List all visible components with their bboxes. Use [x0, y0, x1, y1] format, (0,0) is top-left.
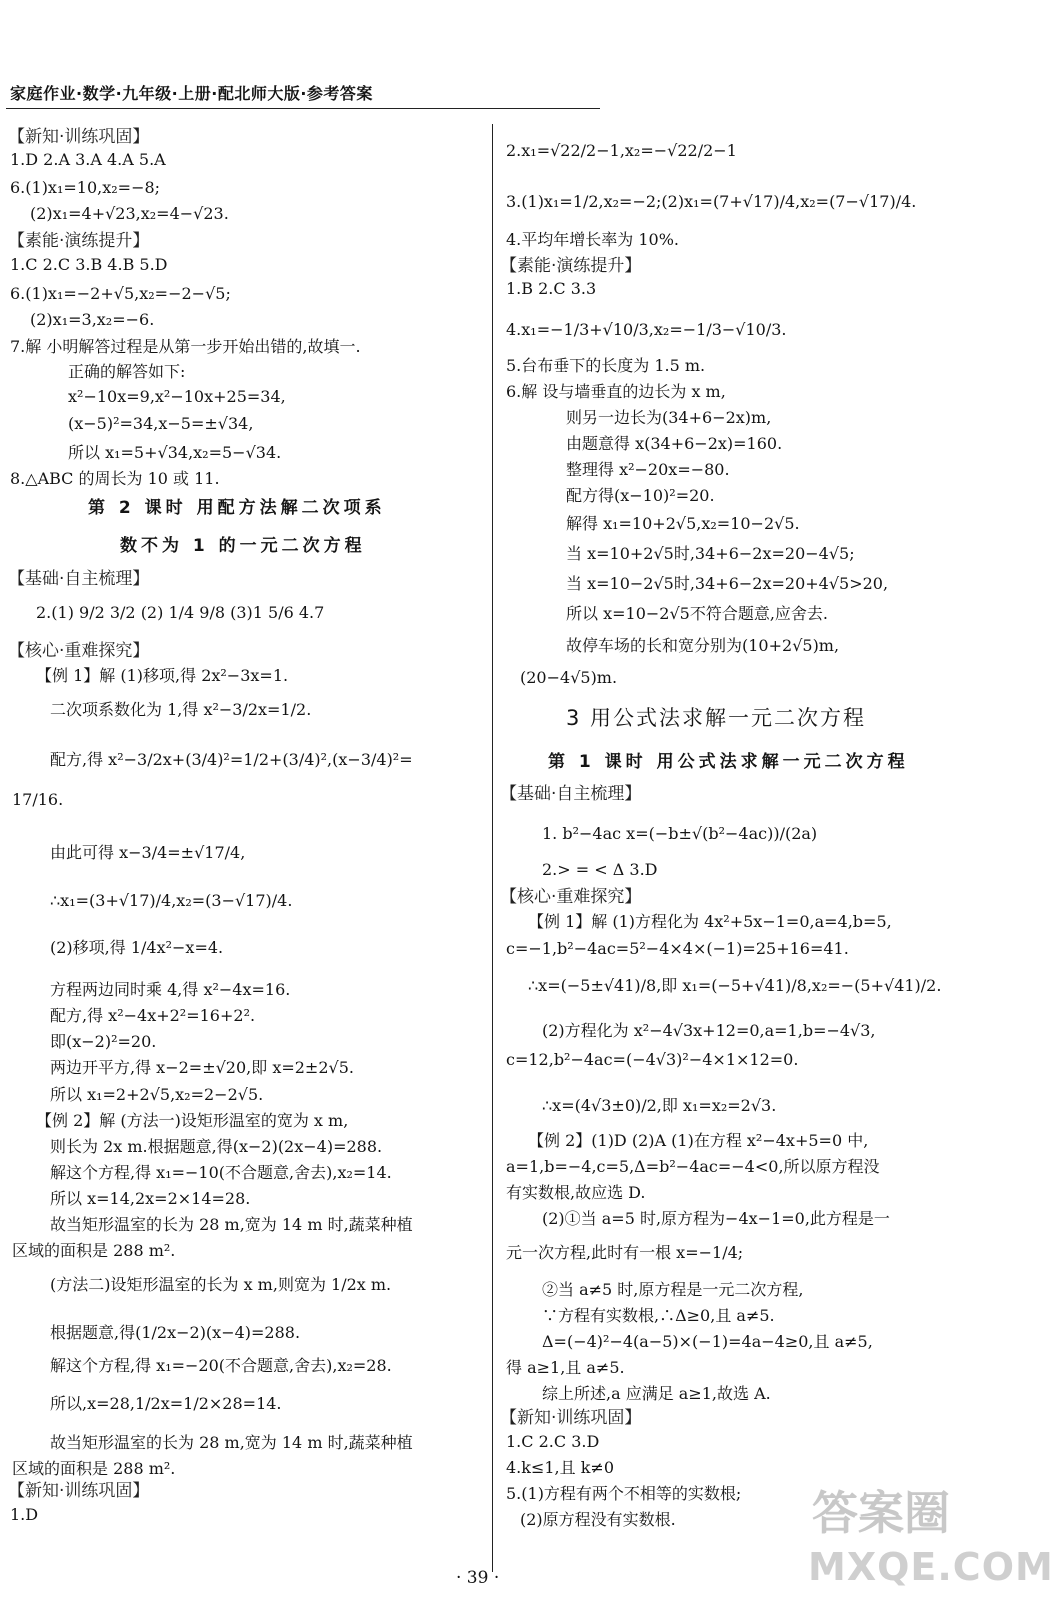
answer-line: 方程两边同时乘 4,得 x²−4x=16. — [50, 980, 291, 999]
answer-line: 故当矩形温室的长为 28 m,宽为 14 m 时,蔬菜种植 — [50, 1433, 413, 1452]
answer-line: 2.> = < Δ 3.D — [542, 860, 658, 879]
answer-line: 5.台布垂下的长度为 1.5 m. — [506, 356, 706, 375]
answer-line: 【例 1】解 (1)方程化为 4x²+5x−1=0,a=4,b=5, — [528, 912, 892, 931]
answer-line: a=1,b=−4,c=5,Δ=b²−4ac=−4<0,所以原方程没 — [506, 1157, 880, 1176]
answer-line: 6.(1)x₁=10,x₂=−8; — [10, 178, 161, 197]
watermark-url: MXQE.COM — [808, 1545, 1054, 1589]
section-heading: 【素能·演练提升】 — [8, 231, 150, 251]
answer-line: 区域的面积是 288 m². — [12, 1241, 176, 1260]
answer-line: 6.解 设与墙垂直的边长为 x m, — [506, 382, 726, 401]
answer-line: 1.D 2.A 3.A 4.A 5.A — [10, 150, 166, 169]
answer-line: (2)x₁=4+√23,x₂=4−√23. — [30, 204, 229, 223]
answer-line: 6.(1)x₁=−2+√5,x₂=−2−√5; — [10, 284, 231, 303]
answer-line: 当 x=10+2√5时,34+6−2x=20−4√5; — [566, 544, 855, 563]
section-heading: 【核心·重难探究】 — [8, 641, 150, 661]
answer-line: Δ=(−4)²−4(a−5)×(−1)=4a−4≥0,且 a≠5, — [542, 1332, 873, 1351]
answer-line: 由题意得 x(34+6−2x)=160. — [566, 434, 783, 453]
section-heading: 【基础·自主梳理】 — [500, 784, 642, 804]
answer-line: 1.C 2.C 3.B 4.B 5.D — [10, 255, 168, 274]
answer-line: 8.△ABC 的周长为 10 或 11. — [10, 469, 220, 488]
answer-line: ∵方程有实数根,∴Δ≥0,且 a≠5. — [542, 1306, 775, 1325]
answer-line: (20−4√5)m. — [520, 668, 618, 687]
answer-line: (2)移项,得 1/4x²−x=4. — [50, 938, 224, 957]
section-heading: 【新知·训练巩固】 — [500, 1408, 642, 1428]
answer-line: c=12,b²−4ac=(−4√3)²−4×1×12=0. — [506, 1050, 799, 1069]
answer-line: 所以,x=28,1/2x=1/2×28=14. — [50, 1394, 282, 1413]
page-number: · 39 · — [456, 1568, 500, 1588]
answer-line: 3.(1)x₁=1/2,x₂=−2;(2)x₁=(7+√17)/4,x₂=(7−√17)/4. — [506, 192, 917, 211]
answer-line: 配方,得 x²−4x+2²=16+2². — [50, 1006, 256, 1025]
answer-line: 有实数根,故应选 D. — [506, 1183, 646, 1202]
answer-line: 【例 2】解 (方法一)设矩形温室的宽为 x m, — [36, 1111, 349, 1130]
answer-line: c=−1,b²−4ac=5²−4×4×(−1)=25+16=41. — [506, 939, 849, 958]
answer-line: ∴x₁=(3+√17)/4,x₂=(3−√17)/4. — [50, 891, 293, 910]
column-divider — [492, 124, 493, 1572]
answer-line: (x−5)²=34,x−5=±√34, — [68, 414, 254, 433]
answer-line: 4.x₁=−1/3+√10/3,x₂=−1/3−√10/3. — [506, 320, 787, 339]
answer-line: 2.(1) 9/2 3/2 (2) 1/4 9/8 (3)1 5/6 4.7 — [36, 603, 325, 622]
answer-line: 元一次方程,此时有一根 x=−1/4; — [506, 1243, 744, 1262]
section-heading: 【素能·演练提升】 — [500, 256, 642, 276]
answer-line: 解这个方程,得 x₁=−20(不合题意,舍去),x₂=28. — [50, 1356, 392, 1375]
answer-line: 则长为 2x m.根据题意,得(x−2)(2x−4)=288. — [50, 1137, 383, 1156]
section-heading: 【核心·重难探究】 — [500, 887, 642, 907]
answer-line: 得 a≥1,且 a≠5. — [506, 1358, 625, 1377]
answer-line: 4.k≤1,且 k≠0 — [506, 1458, 615, 1477]
answer-line: 5.(1)方程有两个不相等的实数根; — [506, 1484, 742, 1503]
answer-line: ②当 a≠5 时,原方程是一元二次方程, — [542, 1280, 804, 1299]
answer-line: (方法二)设矩形温室的长为 x m,则宽为 1/2x m. — [50, 1275, 392, 1294]
header-rule — [6, 108, 600, 109]
answer-line: 所以 x₁=5+√34,x₂=5−√34. — [68, 443, 282, 462]
section-heading: 【新知·训练巩固】 — [8, 127, 150, 147]
watermark-logo: 答案圈 — [812, 1486, 950, 1540]
answer-line: 故停车场的长和宽分别为(10+2√5)m, — [566, 636, 840, 655]
answer-line: 1.C 2.C 3.D — [506, 1432, 600, 1451]
answer-line: 配方,得 x²−3/2x+(3/4)²=1/2+(3/4)²,(x−3/4)²= — [50, 750, 413, 769]
answer-line: 则另一边长为(34+6−2x)m, — [566, 408, 772, 427]
answer-line: 区域的面积是 288 m². — [12, 1459, 176, 1478]
answer-line: 综上所述,a 应满足 a≥1,故选 A. — [542, 1384, 771, 1403]
answer-line: (2)方程化为 x²−4√3x+12=0,a=1,b=−4√3, — [542, 1021, 876, 1040]
answer-line: 17/16. — [12, 790, 64, 809]
section-heading: 【基础·自主梳理】 — [8, 569, 150, 589]
answer-line: ∴x=(−5±√41)/8,即 x₁=(−5+√41)/8,x₂=−(5+√41)/2. — [528, 976, 942, 995]
answer-line: (2)原方程没有实数根. — [520, 1510, 676, 1529]
answer-line: (2)x₁=3,x₂=−6. — [30, 310, 155, 329]
answer-line: ∴x=(4√3±0)/2,即 x₁=x₂=2√3. — [542, 1096, 777, 1115]
answer-line: 整理得 x²−20x=−80. — [566, 460, 730, 479]
answer-line: 两边开平方,得 x−2=±√20,即 x=2±2√5. — [50, 1058, 354, 1077]
answer-line: 所以 x=14,2x=2×14=28. — [50, 1189, 251, 1208]
answer-line: (2)①当 a=5 时,原方程为−4x−1=0,此方程是一 — [542, 1209, 890, 1228]
answer-line: 【例 1】解 (1)移项,得 2x²−3x=1. — [36, 666, 289, 685]
running-header: 家庭作业·数学·九年级·上册·配北师大版·参考答案 — [10, 84, 373, 103]
answer-line: x²−10x=9,x²−10x+25=34, — [68, 387, 286, 406]
answer-line: 当 x=10−2√5时,34+6−2x=20+4√5>20, — [566, 574, 889, 593]
answer-line: 所以 x₁=2+2√5,x₂=2−2√5. — [50, 1085, 264, 1104]
lesson-title: 第 2 课时 用配方法解二次项系 — [88, 498, 386, 518]
answer-line: 所以 x=10−2√5不符合题意,应舍去. — [566, 604, 829, 623]
answer-line: 1.D — [10, 1505, 39, 1524]
answer-line: 由此可得 x−3/4=±√17/4, — [50, 843, 246, 862]
answer-line: 配方得(x−10)²=20. — [566, 486, 715, 505]
answer-line: 7.解 小明解答过程是从第一步开始出错的,故填一. — [10, 337, 361, 356]
lesson-title: 数不为 1 的一元二次方程 — [120, 536, 366, 556]
answer-line: 解这个方程,得 x₁=−10(不合题意,舍去),x₂=14. — [50, 1163, 392, 1182]
answer-line: 二次项系数化为 1,得 x²−3/2x=1/2. — [50, 700, 312, 719]
answer-line: 1. b²−4ac x=(−b±√(b²−4ac))/(2a) — [542, 824, 818, 843]
answer-line: 正确的解答如下: — [68, 362, 186, 381]
chapter-title: 3 用公式法求解一元二次方程 — [566, 706, 867, 730]
answer-line: 解得 x₁=10+2√5,x₂=10−2√5. — [566, 514, 800, 533]
section-heading: 【新知·训练巩固】 — [8, 1481, 150, 1501]
answer-line: 即(x−2)²=20. — [50, 1032, 157, 1051]
answer-line: 1.B 2.C 3.3 — [506, 279, 597, 298]
answer-line: 故当矩形温室的长为 28 m,宽为 14 m 时,蔬菜种植 — [50, 1215, 413, 1234]
answer-line: 2.x₁=√22/2−1,x₂=−√22/2−1 — [506, 141, 737, 160]
answer-line: 4.平均年增长率为 10%. — [506, 230, 680, 249]
lesson-title: 第 1 课时 用公式法求解一元二次方程 — [548, 752, 909, 772]
answer-line: 根据题意,得(1/2x−2)(x−4)=288. — [50, 1323, 301, 1342]
answer-line: 【例 2】(1)D (2)A (1)在方程 x²−4x+5=0 中, — [528, 1131, 869, 1150]
